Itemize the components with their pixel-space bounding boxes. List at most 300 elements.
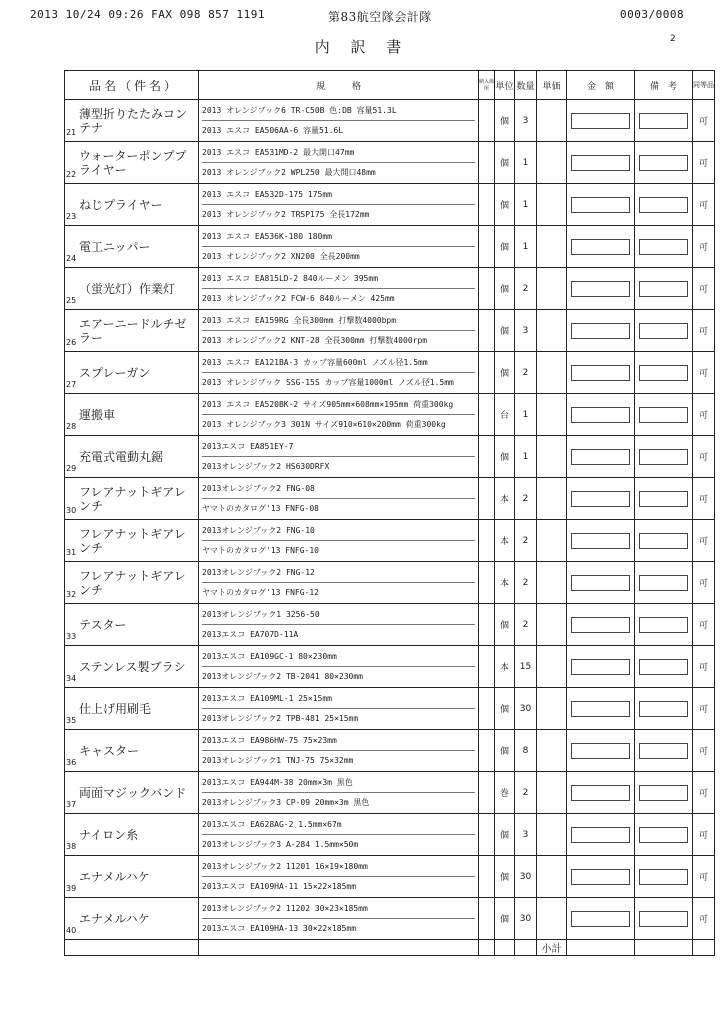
- remarks-box: [639, 533, 688, 549]
- remarks-box: [639, 365, 688, 381]
- column-header-name: 品名（件名）: [65, 71, 199, 100]
- item-spec-cell: [199, 142, 479, 184]
- amount-cell: [567, 226, 635, 268]
- amount-box: [571, 659, 630, 675]
- amount-cell: [567, 814, 635, 856]
- unit-price-cell: [537, 898, 567, 940]
- table-row: [65, 478, 715, 520]
- item-spec-cell: [199, 478, 479, 520]
- spec-line: 2013オレンジブック2 FNG-10: [202, 521, 475, 541]
- remarks-box: [639, 491, 688, 507]
- column-header-equivalent: 同等品: [693, 71, 715, 100]
- item-name: エアーニードルチゼラー: [79, 316, 187, 345]
- remarks-box: [639, 617, 688, 633]
- equivalent-cell: 可: [693, 478, 715, 520]
- subtotal-blank: [199, 940, 479, 956]
- row-number: 36: [66, 758, 77, 767]
- table-row: [65, 814, 715, 856]
- subtotal-blank: [65, 940, 199, 956]
- unit-cell: 個: [495, 310, 515, 352]
- item-name: 電工ニッパー: [79, 239, 151, 254]
- remarks-cell: [635, 814, 693, 856]
- row-number: 29: [66, 464, 77, 473]
- mark-cell: [479, 772, 495, 814]
- unit-cell: 個: [495, 856, 515, 898]
- item-name-cell: [65, 142, 199, 184]
- amount-box: [571, 407, 630, 423]
- spec-line: 2013オレンジブック2 HS630DRFX: [202, 462, 330, 471]
- unit-price-cell: [537, 814, 567, 856]
- item-name-cell: [65, 772, 199, 814]
- spec-line: 2013エスコ EA628AG-2 1.5mm×67m: [202, 815, 475, 835]
- equivalent-cell: 可: [693, 520, 715, 562]
- unit-cell: 個: [495, 436, 515, 478]
- unit-price-cell: [537, 100, 567, 142]
- remarks-box: [639, 113, 688, 129]
- amount-box: [571, 869, 630, 885]
- row-number: 22: [66, 170, 77, 179]
- quantity-cell: 15: [515, 646, 537, 688]
- quantity-cell: 2: [515, 772, 537, 814]
- table-row: [65, 352, 715, 394]
- mark-cell: [479, 352, 495, 394]
- subtotal-equivalent: [693, 940, 715, 956]
- column-header-mark: 納入場所: [479, 71, 495, 100]
- row-number: 21: [66, 128, 77, 137]
- mark-cell: [479, 520, 495, 562]
- mark-cell: [479, 814, 495, 856]
- row-number: 23: [66, 212, 77, 221]
- quantity-cell: 2: [515, 562, 537, 604]
- fax-header-organization: 第83航空隊会計隊: [328, 10, 432, 24]
- amount-cell: [567, 184, 635, 226]
- equivalent-cell: 可: [693, 268, 715, 310]
- column-header-spec: 規 格: [199, 71, 479, 100]
- amount-box: [571, 533, 630, 549]
- equivalent-cell: 可: [693, 646, 715, 688]
- item-spec-cell: [199, 856, 479, 898]
- mark-cell: [479, 394, 495, 436]
- unit-cell: 個: [495, 352, 515, 394]
- unit-price-cell: [537, 604, 567, 646]
- item-spec-cell: [199, 646, 479, 688]
- unit-cell: 個: [495, 226, 515, 268]
- equivalent-cell: 可: [693, 100, 715, 142]
- remarks-box: [639, 659, 688, 675]
- item-name-cell: [65, 478, 199, 520]
- document-title: 内 訳 書: [314, 38, 410, 56]
- row-number: 38: [66, 842, 77, 851]
- item-spec-cell: [199, 562, 479, 604]
- remarks-box: [639, 575, 688, 591]
- amount-cell: [567, 394, 635, 436]
- spec-line: 2013 エスコ EA536K-180 180mm: [202, 227, 475, 247]
- remarks-cell: [635, 478, 693, 520]
- unit-cell: 個: [495, 898, 515, 940]
- table-row: [65, 310, 715, 352]
- item-name-cell: [65, 310, 199, 352]
- amount-box: [571, 197, 630, 213]
- item-spec-cell: [199, 310, 479, 352]
- item-name: ステンレス製ブラシ: [79, 659, 186, 674]
- quantity-cell: 30: [515, 688, 537, 730]
- row-number: 30: [66, 506, 77, 515]
- quantity-cell: 2: [515, 268, 537, 310]
- item-name: （蛍光灯）作業灯: [79, 281, 176, 296]
- item-name-cell: [65, 520, 199, 562]
- breakdown-table: [64, 70, 715, 956]
- spec-line: 2013オレンジブック2 11202 30×23×185mm: [202, 899, 475, 919]
- item-name-cell: [65, 646, 199, 688]
- item-spec-cell: [199, 394, 479, 436]
- equivalent-cell: 可: [693, 394, 715, 436]
- equivalent-cell: 可: [693, 226, 715, 268]
- unit-cell: 個: [495, 142, 515, 184]
- remarks-box: [639, 449, 688, 465]
- remarks-cell: [635, 856, 693, 898]
- row-number: 26: [66, 338, 77, 347]
- table-row: [65, 226, 715, 268]
- unit-cell: 台: [495, 394, 515, 436]
- item-name: フレアナットギアレンチ: [79, 568, 186, 597]
- item-name-cell: [65, 436, 199, 478]
- spec-line: 2013 オレンジブック2 TRSP175 全長172mm: [202, 210, 370, 219]
- amount-cell: [567, 352, 635, 394]
- item-name: 仕上げ用刷毛: [79, 701, 152, 716]
- mark-cell: [479, 856, 495, 898]
- unit-price-cell: [537, 436, 567, 478]
- spec-line: 2013 エスコ EA520BK-2 サイズ905mm×608mm×195mm 荷重300kg: [202, 395, 475, 415]
- quantity-cell: 1: [515, 226, 537, 268]
- unit-price-cell: [537, 520, 567, 562]
- page-mark: 2: [670, 34, 676, 44]
- item-spec-cell: [199, 730, 479, 772]
- item-name: ねじプライヤー: [79, 197, 163, 212]
- item-name-cell: [65, 856, 199, 898]
- table-row: [65, 772, 715, 814]
- quantity-cell: 30: [515, 898, 537, 940]
- unit-cell: 個: [495, 268, 515, 310]
- unit-price-cell: [537, 562, 567, 604]
- amount-cell: [567, 730, 635, 772]
- remarks-cell: [635, 646, 693, 688]
- amount-box: [571, 281, 630, 297]
- spec-line: 2013オレンジブック3 A-284 1.5mm×50m: [202, 840, 359, 849]
- equivalent-cell: 可: [693, 184, 715, 226]
- equivalent-cell: 可: [693, 814, 715, 856]
- item-name-cell: [65, 184, 199, 226]
- unit-price-cell: [537, 646, 567, 688]
- item-name: フレアナットギアレンチ: [79, 484, 186, 513]
- row-number: 27: [66, 380, 77, 389]
- subtotal-amount: [567, 940, 635, 956]
- item-spec-cell: [199, 898, 479, 940]
- item-name: フレアナットギアレンチ: [79, 526, 186, 555]
- unit-price-cell: [537, 184, 567, 226]
- column-header-amount: 金 額: [567, 71, 635, 100]
- unit-price-cell: [537, 310, 567, 352]
- remarks-cell: [635, 688, 693, 730]
- table-row: [65, 688, 715, 730]
- item-spec-cell: [199, 688, 479, 730]
- unit-cell: 本: [495, 478, 515, 520]
- item-name: 運搬車: [79, 407, 116, 422]
- remarks-cell: [635, 394, 693, 436]
- column-header-price: 単価: [537, 71, 567, 100]
- quantity-cell: 2: [515, 520, 537, 562]
- equivalent-cell: 可: [693, 898, 715, 940]
- mark-cell: [479, 688, 495, 730]
- unit-price-cell: [537, 772, 567, 814]
- amount-cell: [567, 604, 635, 646]
- mark-cell: [479, 100, 495, 142]
- item-spec-cell: [199, 268, 479, 310]
- amount-box: [571, 701, 630, 717]
- row-number: 24: [66, 254, 77, 263]
- amount-cell: [567, 436, 635, 478]
- spec-line: 2013オレンジブック2 11201 16×19×180mm: [202, 857, 475, 877]
- amount-cell: [567, 520, 635, 562]
- spec-line: 2013エスコ EA109GC-1 80×230mm: [202, 647, 475, 667]
- unit-price-cell: [537, 730, 567, 772]
- remarks-cell: [635, 310, 693, 352]
- spec-line: 2013エスコ EA109ML-1 25×15mm: [202, 689, 475, 709]
- item-spec-cell: [199, 520, 479, 562]
- quantity-cell: 2: [515, 604, 537, 646]
- remarks-cell: [635, 184, 693, 226]
- mark-cell: [479, 562, 495, 604]
- subtotal-blank: [479, 940, 495, 956]
- remarks-cell: [635, 268, 693, 310]
- subtotal-blank: [495, 940, 515, 956]
- spec-line: 2013 オレンジブック2 XN200 全長200mm: [202, 252, 360, 261]
- remarks-cell: [635, 436, 693, 478]
- spec-line: 2013エスコ EA109HA-13 30×22×185mm: [202, 924, 357, 933]
- spec-line: 2013 オレンジブック2 WPL250 最大開口48mm: [202, 168, 376, 177]
- amount-cell: [567, 100, 635, 142]
- spec-line: 2013オレンジブック2 TB-2041 80×230mm: [202, 672, 364, 681]
- mark-cell: [479, 310, 495, 352]
- mark-cell: [479, 226, 495, 268]
- amount-box: [571, 575, 630, 591]
- unit-cell: 本: [495, 520, 515, 562]
- amount-box: [571, 365, 630, 381]
- column-header-qty: 数量: [515, 71, 537, 100]
- unit-cell: 本: [495, 646, 515, 688]
- remarks-box: [639, 197, 688, 213]
- fax-header-sender: 2013 10/24 09:26 FAX 098 857 1191: [30, 8, 266, 21]
- spec-line: ヤマトのカタログ'13 FNFG-10: [202, 546, 319, 555]
- subtotal-remarks: [635, 940, 693, 956]
- remarks-box: [639, 785, 688, 801]
- spec-line: 2013 エスコ EA815LD-2 840ルーメン 395mm: [202, 269, 475, 289]
- quantity-cell: 2: [515, 352, 537, 394]
- quantity-cell: 3: [515, 310, 537, 352]
- remarks-cell: [635, 226, 693, 268]
- item-name-cell: [65, 268, 199, 310]
- column-header-unit: 単位: [495, 71, 515, 100]
- unit-cell: 本: [495, 562, 515, 604]
- spec-line: 2013オレンジブック2 FNG-08: [202, 479, 475, 499]
- amount-box: [571, 323, 630, 339]
- spec-line: 2013 オレンジブック SSG-15S カップ容量1000ml ノズル径1.5mm: [202, 378, 454, 387]
- equivalent-cell: 可: [693, 562, 715, 604]
- item-name-cell: [65, 100, 199, 142]
- item-name: ウォーターポンププライヤー: [79, 148, 187, 177]
- remarks-cell: [635, 100, 693, 142]
- spec-line: 2013エスコ EA851EY-7: [202, 437, 475, 457]
- amount-box: [571, 155, 630, 171]
- unit-price-cell: [537, 856, 567, 898]
- remarks-box: [639, 239, 688, 255]
- subtotal-label: 小計: [537, 940, 567, 956]
- amount-box: [571, 113, 630, 129]
- remarks-cell: [635, 142, 693, 184]
- mark-cell: [479, 898, 495, 940]
- spec-line: 2013 エスコ EA531MD-2 最大開口47mm: [202, 143, 475, 163]
- remarks-cell: [635, 352, 693, 394]
- equivalent-cell: 可: [693, 604, 715, 646]
- item-name-cell: [65, 352, 199, 394]
- item-spec-cell: [199, 436, 479, 478]
- quantity-cell: 3: [515, 814, 537, 856]
- amount-cell: [567, 898, 635, 940]
- spec-line: 2013オレンジブック2 FNG-12: [202, 563, 475, 583]
- row-number: 31: [66, 548, 77, 557]
- remarks-box: [639, 743, 688, 759]
- item-spec-cell: [199, 184, 479, 226]
- subtotal-row: [65, 940, 715, 956]
- spec-line: 2013 エスコ EA532D-175 175mm: [202, 185, 475, 205]
- item-name: ナイロン糸: [79, 827, 139, 842]
- unit-cell: 個: [495, 100, 515, 142]
- mark-cell: [479, 478, 495, 520]
- amount-cell: [567, 478, 635, 520]
- spec-line: ヤマトのカタログ'13 FNFG-12: [202, 588, 319, 597]
- quantity-cell: 1: [515, 184, 537, 226]
- mark-cell: [479, 268, 495, 310]
- table-row: [65, 142, 715, 184]
- equivalent-cell: 可: [693, 730, 715, 772]
- item-name-cell: [65, 394, 199, 436]
- unit-cell: 個: [495, 184, 515, 226]
- table-row: [65, 562, 715, 604]
- equivalent-cell: 可: [693, 772, 715, 814]
- remarks-cell: [635, 520, 693, 562]
- amount-box: [571, 785, 630, 801]
- spec-line: 2013 オレンジブック2 KNT-28 全長300mm 打撃数4000rpm: [202, 336, 428, 345]
- equivalent-cell: 可: [693, 352, 715, 394]
- remarks-box: [639, 911, 688, 927]
- item-spec-cell: [199, 100, 479, 142]
- amount-box: [571, 239, 630, 255]
- row-number: 39: [66, 884, 77, 893]
- spec-line: ヤマトのカタログ'13 FNFG-08: [202, 504, 319, 513]
- row-number: 34: [66, 674, 77, 683]
- equivalent-cell: 可: [693, 142, 715, 184]
- item-name: スプレーガン: [79, 365, 151, 380]
- quantity-cell: 1: [515, 436, 537, 478]
- table-row: [65, 646, 715, 688]
- equivalent-cell: 可: [693, 688, 715, 730]
- remarks-box: [639, 323, 688, 339]
- item-name: 薄型折りたたみコンテナ: [79, 106, 188, 135]
- spec-line: 2013オレンジブック3 CP-09 20mm×3m 黒色: [202, 798, 370, 807]
- item-name: 充電式電動丸鋸: [79, 449, 164, 464]
- row-number: 35: [66, 716, 77, 725]
- spec-line: 2013エスコ EA707D-11A: [202, 630, 299, 639]
- row-number: 33: [66, 632, 77, 641]
- quantity-cell: 3: [515, 100, 537, 142]
- item-name-cell: [65, 688, 199, 730]
- remarks-box: [639, 155, 688, 171]
- remarks-box: [639, 827, 688, 843]
- amount-box: [571, 449, 630, 465]
- amount-box: [571, 911, 630, 927]
- quantity-cell: 1: [515, 394, 537, 436]
- item-spec-cell: [199, 772, 479, 814]
- amount-box: [571, 827, 630, 843]
- table-row: [65, 436, 715, 478]
- item-name: 両面マジックバンド: [79, 785, 187, 800]
- unit-cell: 個: [495, 814, 515, 856]
- item-name-cell: [65, 226, 199, 268]
- item-name: エナメルハケ: [79, 911, 150, 926]
- spec-line: 2013 エスコ EA121BA-3 カップ容量600ml ノズル径1.5mm: [202, 353, 475, 373]
- item-spec-cell: [199, 352, 479, 394]
- spec-line: 2013 エスコ EA506AA-6 容量51.6L: [202, 126, 344, 135]
- spec-line: 2013オレンジブック1 3256-50: [202, 605, 475, 625]
- mark-cell: [479, 142, 495, 184]
- amount-cell: [567, 142, 635, 184]
- table-row: [65, 100, 715, 142]
- remarks-box: [639, 281, 688, 297]
- mark-cell: [479, 646, 495, 688]
- item-name: キャスター: [79, 743, 140, 758]
- amount-cell: [567, 268, 635, 310]
- amount-cell: [567, 310, 635, 352]
- row-number: 28: [66, 422, 77, 431]
- item-spec-cell: [199, 226, 479, 268]
- unit-cell: 個: [495, 604, 515, 646]
- remarks-cell: [635, 604, 693, 646]
- amount-box: [571, 491, 630, 507]
- remarks-cell: [635, 898, 693, 940]
- mark-cell: [479, 730, 495, 772]
- column-header-remarks: 備 考: [635, 71, 693, 100]
- spec-line: 2013 オレンジブック2 FCW-6 840ルーメン 425mm: [202, 294, 395, 303]
- item-name: テスター: [79, 617, 127, 632]
- remarks-cell: [635, 772, 693, 814]
- unit-price-cell: [537, 226, 567, 268]
- unit-price-cell: [537, 352, 567, 394]
- unit-price-cell: [537, 478, 567, 520]
- equivalent-cell: 可: [693, 310, 715, 352]
- amount-box: [571, 743, 630, 759]
- remarks-box: [639, 701, 688, 717]
- unit-price-cell: [537, 142, 567, 184]
- mark-cell: [479, 184, 495, 226]
- unit-price-cell: [537, 688, 567, 730]
- remarks-box: [639, 869, 688, 885]
- remarks-cell: [635, 730, 693, 772]
- quantity-cell: 8: [515, 730, 537, 772]
- item-name-cell: [65, 562, 199, 604]
- spec-line: 2013エスコ EA109HA-11 15×22×185mm: [202, 882, 357, 891]
- row-number: 37: [66, 800, 77, 809]
- table-row: [65, 268, 715, 310]
- spec-line: 2013 オレンジブック6 TR-C50B 色:DB 容量51.3L: [202, 101, 475, 121]
